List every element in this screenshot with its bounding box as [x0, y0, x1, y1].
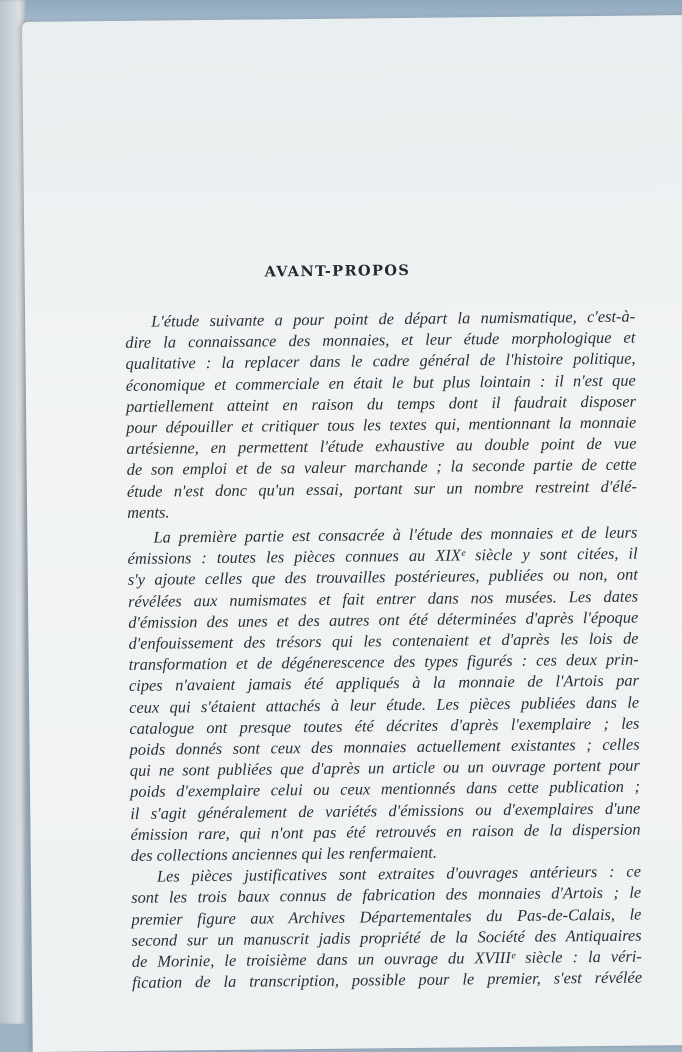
- text-line: cipes n'avaient jamais été appliqués à la monnaie de l'Artois par: [128, 671, 640, 696]
- paragraph-2: [127, 522, 641, 867]
- text-line: L'étude suivante a pour point de départ la numismatique, c'est-à-: [151, 306, 636, 331]
- text-line: fication de la transcription, possible pour le premier, s'est révélée: [131, 967, 643, 993]
- text-line: poids donnés sont ceux des monnaies actuellement existantes ; celles: [129, 734, 640, 759]
- text-line: pour dépouiller et critiquer tous les textes qui, mentionnant la monnaie: [126, 412, 637, 437]
- text-line: La première partie est consacrée à l'étude des monnaies et de leurs: [153, 522, 638, 547]
- text-line: sont les trois baux connus de fabrication des monnaies d'Artois ; le: [131, 883, 642, 908]
- left-page-edge: [0, 0, 26, 1024]
- text-line: catalogue ont presque toutes été décrites d'après l'exemplaire ; les: [129, 713, 640, 738]
- text-line: qualitative : la replacer dans le cadre général de l'histoire politique,: [125, 349, 636, 374]
- text-line: dire la connaissance des monnaies, et leur étude morphologique et: [125, 327, 636, 353]
- page-heading: AVANT-PROPOS: [264, 261, 411, 281]
- text-line: de son emploi et de sa valeur marchande ; la seconde partie de cette: [126, 455, 637, 480]
- text-line: d'émission des unes et des autres ont été déterminées d'après l'époque: [128, 607, 639, 632]
- text-line: transformation et de dégénerescence des types figurés : ces deux prin-: [128, 649, 639, 675]
- text-line: de Morinie, le troisième dans un ouvrage du XVIIIᵉ siècle : la véri-: [131, 946, 642, 971]
- body-text: [125, 306, 642, 994]
- text-line: poids d'exemplaire celui ou ceux mentionnés dans cette publication ;: [129, 777, 641, 802]
- text-line: il s'agit généralement de variétés d'émissions ou d'exemplaires d'une: [130, 798, 641, 823]
- paragraph-3: [131, 861, 642, 994]
- book-page: [22, 15, 682, 1052]
- text-line: ceux qui s'étaient attachés à leur étude. Les pièces publiées dans le: [129, 692, 640, 717]
- text-line: premier figure aux Archives Départementales du Pas-de-Calais, le: [131, 904, 642, 929]
- text-line: artésienne, en permettent l'étude exhaustive au double point de vue: [126, 433, 637, 459]
- text-line: qui ne sont publiées que d'après un article ou un ouvrage portent pour: [129, 755, 640, 781]
- text-line: des collections anciennes qui les renfermaient.: [130, 842, 438, 865]
- text-line: ments.: [127, 502, 170, 522]
- text-line: s'y ajoute celles que des trouvailles postérieures, publiées ou non, ont: [127, 565, 638, 590]
- text-line: émission rare, qui n'ont pas été retrouvés en raison de la dispersion: [130, 819, 641, 844]
- text-line: économique et commerciale en était le but plus lointain : il n'est que: [125, 370, 636, 395]
- text-line: révélées aux numismates et fait entrer dans nos musées. Les dates: [127, 586, 639, 611]
- paragraph-1: [125, 306, 637, 523]
- text-line: étude n'est donc qu'un essai, portant sur un nombre restreint d'élé-: [126, 476, 637, 501]
- text-line: second sur un manuscrit jadis propriété de la Société des Antiquaires: [131, 925, 642, 950]
- text-line: partiellement atteint en raison du temps dont il faudrait disposer: [125, 391, 637, 416]
- text-line: émissions : toutes les pièces connues au XIXᵉ siècle y sont citées, il: [127, 543, 638, 569]
- text-line: Les pièces justificatives sont extraites d'ouvrages antérieurs : ce: [156, 861, 642, 886]
- text-line: d'enfouissement des trésors qui les contenaient et d'après les lois de: [128, 628, 639, 653]
